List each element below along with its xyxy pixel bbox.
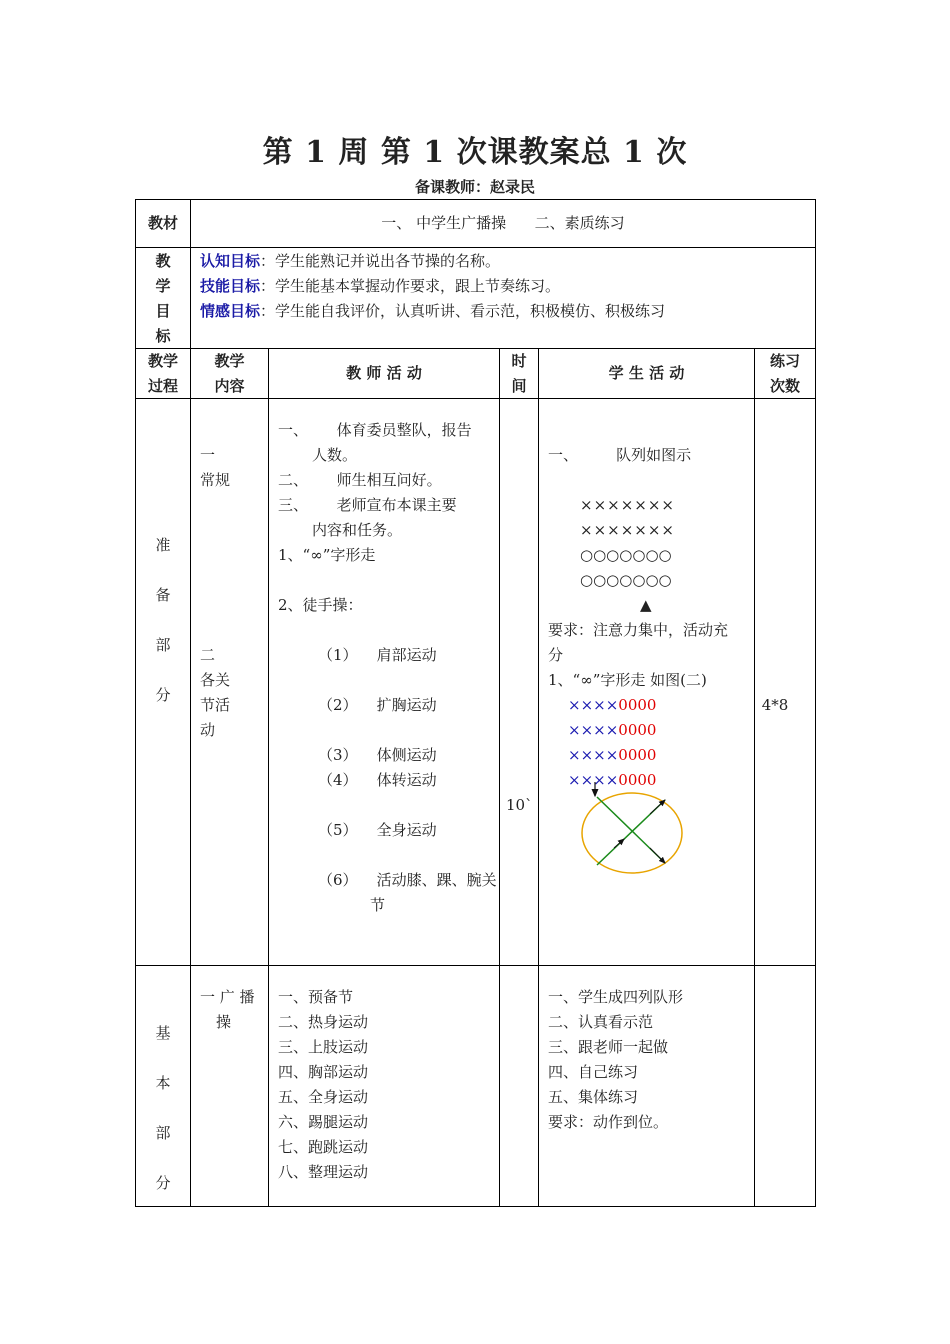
table-border-top <box>135 199 816 200</box>
basic-student-activities <box>548 985 752 1135</box>
list-item: 七、跑跳运动 <box>278 1138 369 1156</box>
formation-row: ××××××× <box>580 496 675 514</box>
preparer: 备课教师：赵录民 <box>414 178 535 196</box>
objectives-label: 教 学 目 标 <box>155 252 171 345</box>
table-rule <box>538 348 539 1207</box>
table-rule <box>268 348 269 1207</box>
list-item: 四、自己练习 <box>548 1063 639 1081</box>
list-item: 一、学生成四列队形 <box>548 988 684 1006</box>
prep-content-routine: 一 常规 <box>200 446 231 489</box>
drill-row: ××××0000 <box>568 746 657 764</box>
drill-ellipse <box>582 793 682 873</box>
list-item: 五、全身运动 <box>278 1088 369 1106</box>
formation-row: ○○○○○○○ <box>580 571 672 589</box>
list-item: 一、预备节 <box>278 988 354 1006</box>
objectives-list <box>200 249 810 324</box>
material-value: 一、 中学生广播操 二、素质练习 <box>381 214 625 232</box>
header-reps: 练习 次数 <box>769 352 800 395</box>
prep-teacher-activities: 一、 体育委员整队，报告 人数。 二、 师生相互问好。 三、 老师宣布本课主要 内容和任务。 1、“∞”字形走 2、徒手操： （1） 肩部运动 （2） 扩胸运动 （3） 体侧运动 （4） 体转运动 （5） 全身运动 （6） 活动膝、踝、腕关 节 <box>278 421 497 914</box>
list-item: 要求：动作到位。 <box>548 1113 669 1131</box>
table-rule <box>754 348 755 1207</box>
figure-eight-diagram-icon <box>570 780 690 880</box>
list-item: 五、集体练习 <box>548 1088 639 1106</box>
formation-row: ××××××× <box>580 521 675 539</box>
list-item: 二、认真看示范 <box>548 1013 654 1031</box>
header-process: 教学 过程 <box>147 352 178 395</box>
objective-emotion: 情感目标：学生能自我评价，认真听讲、看示范，积极模仿、积极练习 <box>200 302 666 320</box>
list-item: 三、上肢运动 <box>278 1038 369 1056</box>
basic-content: 一 广 播 操 <box>200 988 255 1031</box>
header-teacher: 教 师 活 动 <box>346 364 422 382</box>
list-item: 八、整理运动 <box>278 1163 369 1181</box>
prep-reps: 4*8 <box>761 696 789 714</box>
drill-row: ××××0000 <box>568 771 657 789</box>
list-item: 四、胸部运动 <box>278 1063 369 1081</box>
prep-time: 10` <box>506 796 533 814</box>
drill-arrow <box>650 848 665 863</box>
objective-skill: 技能目标：学生能基本掌握动作要求，跟上节奏练习。 <box>200 277 561 295</box>
material-label: 教材 <box>147 214 178 232</box>
drill-row: ××××0000 <box>568 721 657 739</box>
prep-content-joints: 二 各关 节活 动 <box>200 646 231 739</box>
header-student: 学 生 活 动 <box>608 364 685 382</box>
list-item: 二、热身运动 <box>278 1013 369 1031</box>
drill-arrow <box>650 800 665 814</box>
table-rule <box>135 965 816 966</box>
triangle-teacher-icon: ▲ <box>640 596 652 614</box>
basic-section-label: 基 本 部 分 <box>155 1024 171 1192</box>
table-rule <box>135 247 816 248</box>
prep-student-activities: 一、 队列如图示 ××××××× ××××××× ○○○○○○○ ○○○○○○○ ▲ 要求：注意力集中，活动充 分 1、“∞”字形走 如图(二) ××××0000 ××××0000 ××××0000 ××××0000 <box>548 443 752 793</box>
header-content: 教学 内容 <box>214 352 245 395</box>
prep-section-label: 准 备 部 分 <box>155 536 171 704</box>
drill-arrow <box>614 839 624 848</box>
table-border-bottom <box>135 1206 816 1207</box>
formation-row: ○○○○○○○ <box>580 546 672 564</box>
list-item: 六、踢腿运动 <box>278 1113 369 1131</box>
drill-row: ××××0000 <box>568 696 657 714</box>
table-rule <box>499 348 500 1207</box>
list-item: 三、跟老师一起做 <box>548 1038 669 1056</box>
table-border-right <box>815 199 816 1207</box>
page-title: 第 1 周 第 1 次课教案总 1 次 <box>262 135 688 170</box>
basic-teacher-activities <box>278 985 496 1185</box>
objective-cognitive: 认知目标：学生能熟记并说出各节操的名称。 <box>200 252 501 270</box>
header-time: 时 间 <box>511 352 527 395</box>
